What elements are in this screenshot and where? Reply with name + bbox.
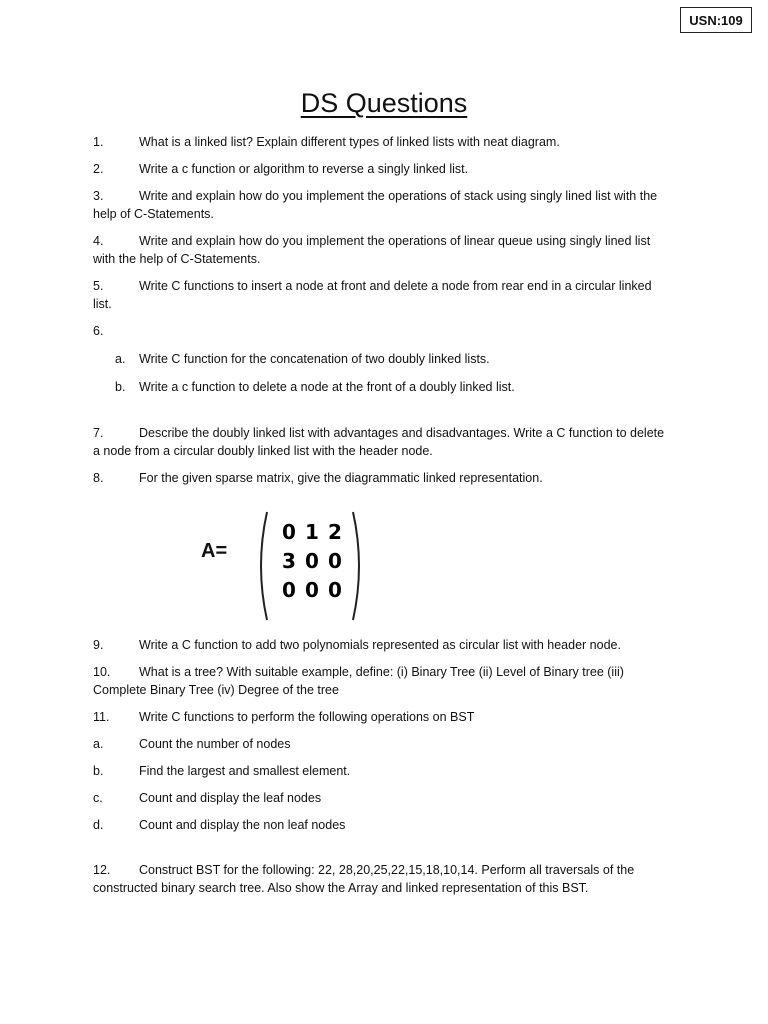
- right-bracket: [353, 512, 359, 620]
- question-6b: [115, 378, 673, 396]
- document-title: DS Questions: [300, 88, 468, 118]
- question-4: [93, 232, 673, 268]
- question-text: Write and explain how do you implement the operations of stack using singly lined list with the help of C-Statements.: [93, 189, 658, 221]
- question-text: For the given sparse matrix, give the diagrammatic linked representation.: [139, 471, 543, 485]
- matrix-label: A=: [201, 540, 228, 562]
- matrix-cell: 3: [282, 549, 296, 573]
- question-11b: [93, 762, 673, 780]
- question-11: [93, 708, 673, 726]
- question-1: [93, 133, 673, 151]
- matrix-cell: 1: [305, 520, 319, 544]
- sub-text: Write a c function to delete a node at the front of a doubly linked list.: [139, 380, 515, 394]
- question-12: [93, 861, 673, 897]
- matrix-cell: 0: [282, 578, 296, 602]
- sparse-matrix-figure: [93, 496, 673, 636]
- question-text: Write and explain how do you implement the operations of linear queue using singly lined list with the help of C-Statements.: [93, 234, 651, 266]
- question-text: What is a tree? With suitable example, define: (i) Binary Tree (ii) Level of Binary tree (iii) Complete Binary Tree (iv) Degree of the tree: [93, 665, 624, 697]
- sub-number: b.: [93, 764, 104, 778]
- question-11d: [93, 816, 673, 834]
- question-text: Construct BST for the following: 22, 28,20,25,22,15,18,10,14. Perform all traversals of the constructed binary search tree. Also show the Array and linked representation of this BST.: [93, 863, 635, 895]
- question-number: 1.: [93, 135, 104, 149]
- question-3: [93, 187, 673, 223]
- question-number: 8.: [93, 471, 104, 485]
- sub-number: a.: [115, 352, 126, 366]
- sub-number: b.: [115, 380, 126, 394]
- question-number: 11.: [93, 710, 110, 724]
- question-number: 9.: [93, 638, 104, 652]
- question-number: 10.: [93, 665, 111, 679]
- question-number: 2.: [93, 162, 104, 176]
- question-11a: [93, 735, 673, 753]
- sub-text: Find the largest and smallest element.: [139, 764, 351, 778]
- question-text: Write a C function to add two polynomials represented as circular list with header node.: [139, 638, 621, 652]
- question-number: 6.: [93, 324, 104, 338]
- matrix-cell: 0: [328, 549, 342, 573]
- sub-number: c.: [93, 791, 103, 805]
- question-text: Write a c function or algorithm to reverse a singly linked list.: [139, 162, 469, 176]
- question-6a: [115, 350, 673, 368]
- question-10: [93, 663, 673, 699]
- question-8: [93, 469, 673, 487]
- sparse-matrix: [253, 508, 373, 624]
- question-number: 3.: [93, 189, 104, 203]
- sub-number: d.: [93, 818, 104, 832]
- question-6: [93, 322, 673, 340]
- question-text: Describe the doubly linked list with advantages and disadvantages. Write a C function to delete a node from a circular doubly linked list with the header node.: [93, 426, 665, 458]
- question-number: 4.: [93, 234, 104, 248]
- sub-text: Count the number of nodes: [139, 737, 291, 751]
- sub-number: a.: [93, 737, 104, 751]
- matrix-cell: 0: [328, 578, 342, 602]
- question-number: 7.: [93, 426, 104, 440]
- sub-text: Count and display the leaf nodes: [139, 791, 322, 805]
- question-11c: [93, 789, 673, 807]
- matrix-cell: 0: [305, 549, 319, 573]
- question-text: Write C functions to perform the following operations on BST: [139, 710, 475, 724]
- left-bracket: [261, 512, 267, 620]
- question-9: [93, 636, 673, 654]
- matrix-cell: 0: [305, 578, 319, 602]
- question-5: [93, 277, 673, 313]
- question-list: [93, 133, 673, 906]
- question-7: [93, 424, 673, 460]
- question-text: What is a linked list? Explain different types of linked lists with neat diagram.: [139, 135, 560, 149]
- question-number: 12.: [93, 863, 111, 877]
- question-2: [93, 160, 673, 178]
- question-number: 5.: [93, 279, 104, 293]
- matrix-cell: 2: [328, 520, 342, 544]
- question-text: Write C functions to insert a node at front and delete a node from rear end in a circular linked list.: [93, 279, 652, 311]
- sub-text: Write C function for the concatenation of two doubly linked lists.: [139, 352, 490, 366]
- usn-box: USN:109: [680, 7, 752, 33]
- matrix-cell: 0: [282, 520, 296, 544]
- sub-text: Count and display the non leaf nodes: [139, 818, 346, 832]
